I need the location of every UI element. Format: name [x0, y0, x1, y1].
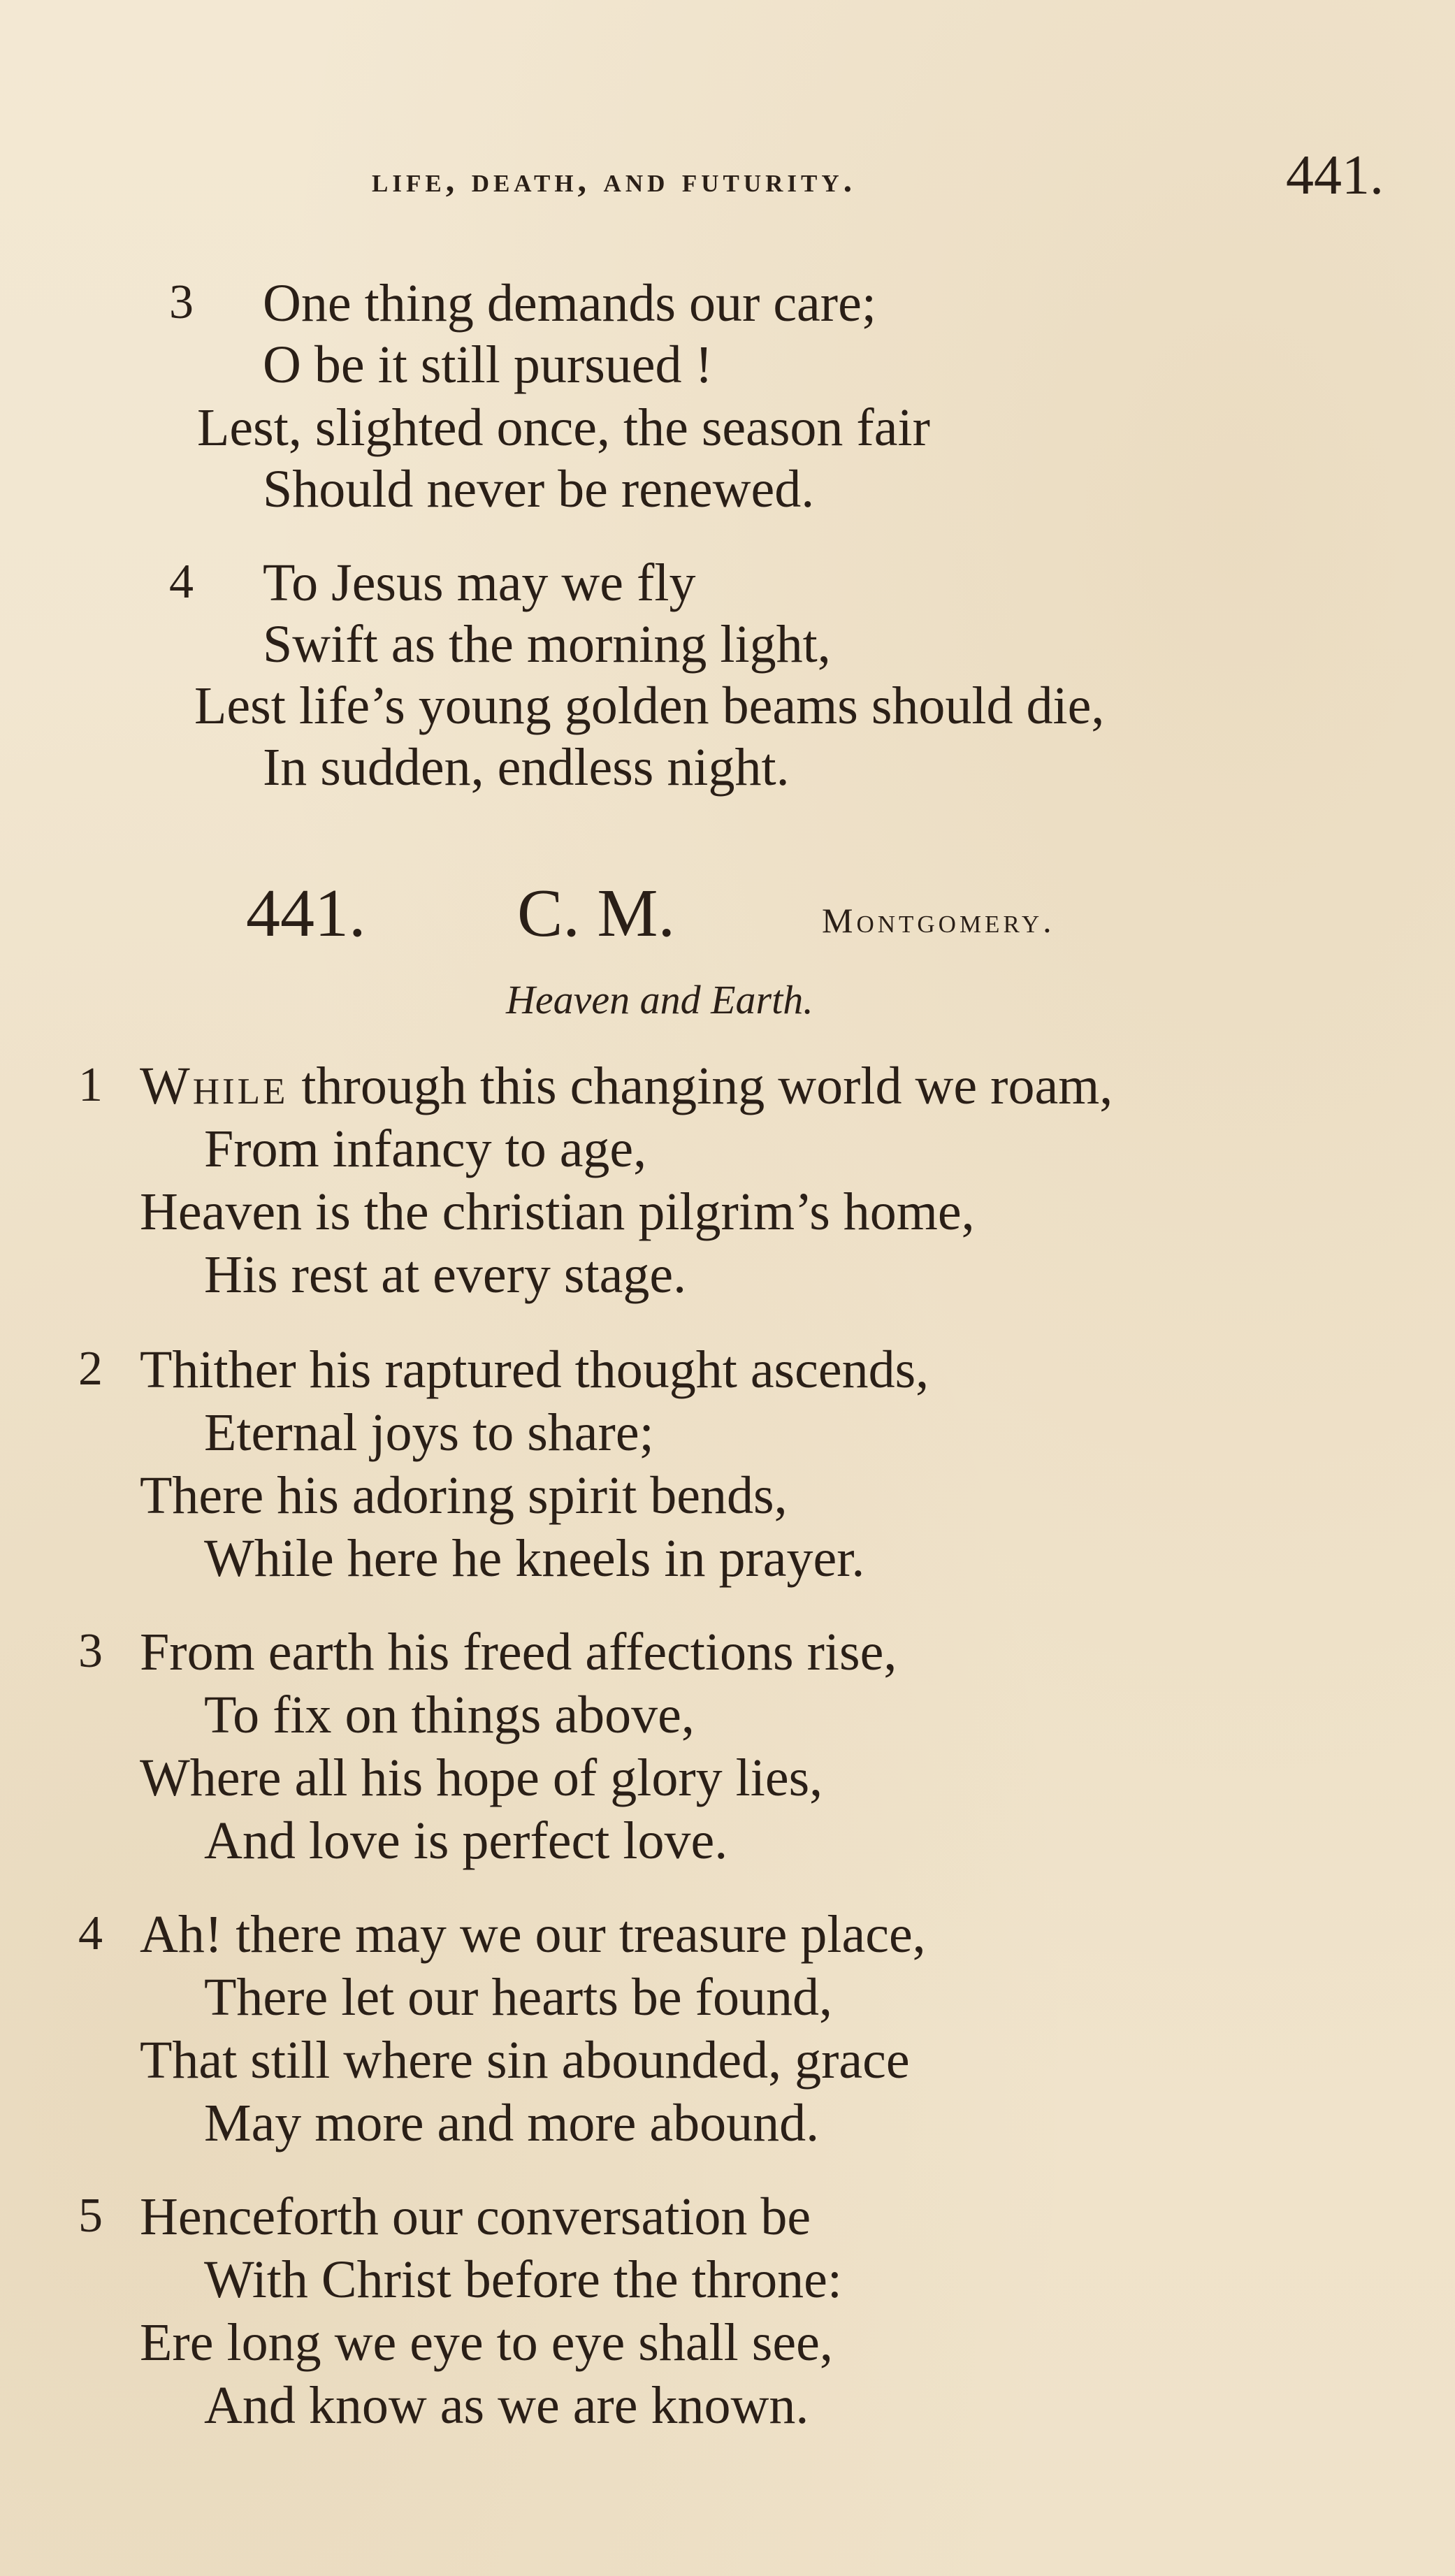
- stanza-number: 1: [78, 1058, 103, 1112]
- hymn-line: In sudden, endless night.: [263, 738, 790, 797]
- hymn-author: Montgomery.: [822, 901, 1055, 940]
- first-line-rest: through this changing world we roam,: [288, 1057, 1113, 1115]
- page-number: 441.: [1286, 145, 1384, 206]
- hymn-line: Ere long we eye to eye shall see,: [140, 2313, 833, 2372]
- hymn-line: And love is perfect love.: [204, 1811, 728, 1870]
- stanza-number: 2: [78, 1342, 103, 1396]
- running-title: life, death, and futurity.: [372, 160, 857, 199]
- hymn-line: Eternal joys to share;: [204, 1403, 654, 1462]
- hymn-line: His rest at every stage.: [204, 1245, 687, 1304]
- hymn-line: O be it still pursued !: [263, 335, 713, 394]
- hymn-line: From earth his freed affections rise,: [140, 1623, 897, 1681]
- hymn-line: With Christ before the throne:: [204, 2250, 842, 2309]
- hymn-line: Heaven is the christian pilgrim’s home,: [140, 1182, 975, 1241]
- hymn-line: Swift as the morning light,: [263, 615, 831, 674]
- hymn-line: From infancy to age,: [204, 1120, 647, 1178]
- hymn-line: Lest life’s young golden beams should die,: [194, 676, 1105, 735]
- hymn-title: Heaven and Earth.: [506, 977, 813, 1022]
- stanza-number: 4: [169, 555, 194, 609]
- hymn-line: [140, 1059, 1113, 1113]
- hymn-line: One thing demands our care;: [263, 274, 876, 333]
- stanza-number: 3: [169, 275, 194, 329]
- hymn-line: There his adoring spirit bends,: [140, 1466, 788, 1525]
- hymn-line: To Jesus may we fly: [263, 553, 696, 612]
- hymn-line: And know as we are known.: [204, 2376, 809, 2435]
- hymn-line: That still where sin abounded, grace: [140, 2031, 910, 2090]
- hymn-line: Lest, slighted once, the season fair: [197, 398, 930, 457]
- hymn-line: Henceforth our conversation be: [140, 2187, 811, 2246]
- hymn-meter: C. M.: [517, 876, 676, 951]
- hymn-line: Where all his hope of glory lies,: [140, 1749, 823, 1807]
- stanza-number: 3: [78, 1624, 103, 1678]
- hymn-line: Ah! there may we our treasure place,: [140, 1905, 926, 1964]
- hymn-line: Thither his raptured thought ascends,: [140, 1340, 929, 1399]
- stanza-number: 5: [78, 2189, 103, 2243]
- hymn-line: There let our hearts be found,: [204, 1968, 832, 2027]
- hymn-line: May more and more abound.: [204, 2094, 820, 2152]
- initial-word: While: [140, 1057, 289, 1115]
- hymn-line: Should never be renewed.: [263, 460, 815, 519]
- hymn-line: While here he kneels in prayer.: [204, 1529, 865, 1588]
- hymn-number: 441.: [246, 876, 366, 951]
- stanza-number: 4: [78, 1906, 103, 1960]
- hymn-line: To fix on things above,: [204, 1686, 695, 1744]
